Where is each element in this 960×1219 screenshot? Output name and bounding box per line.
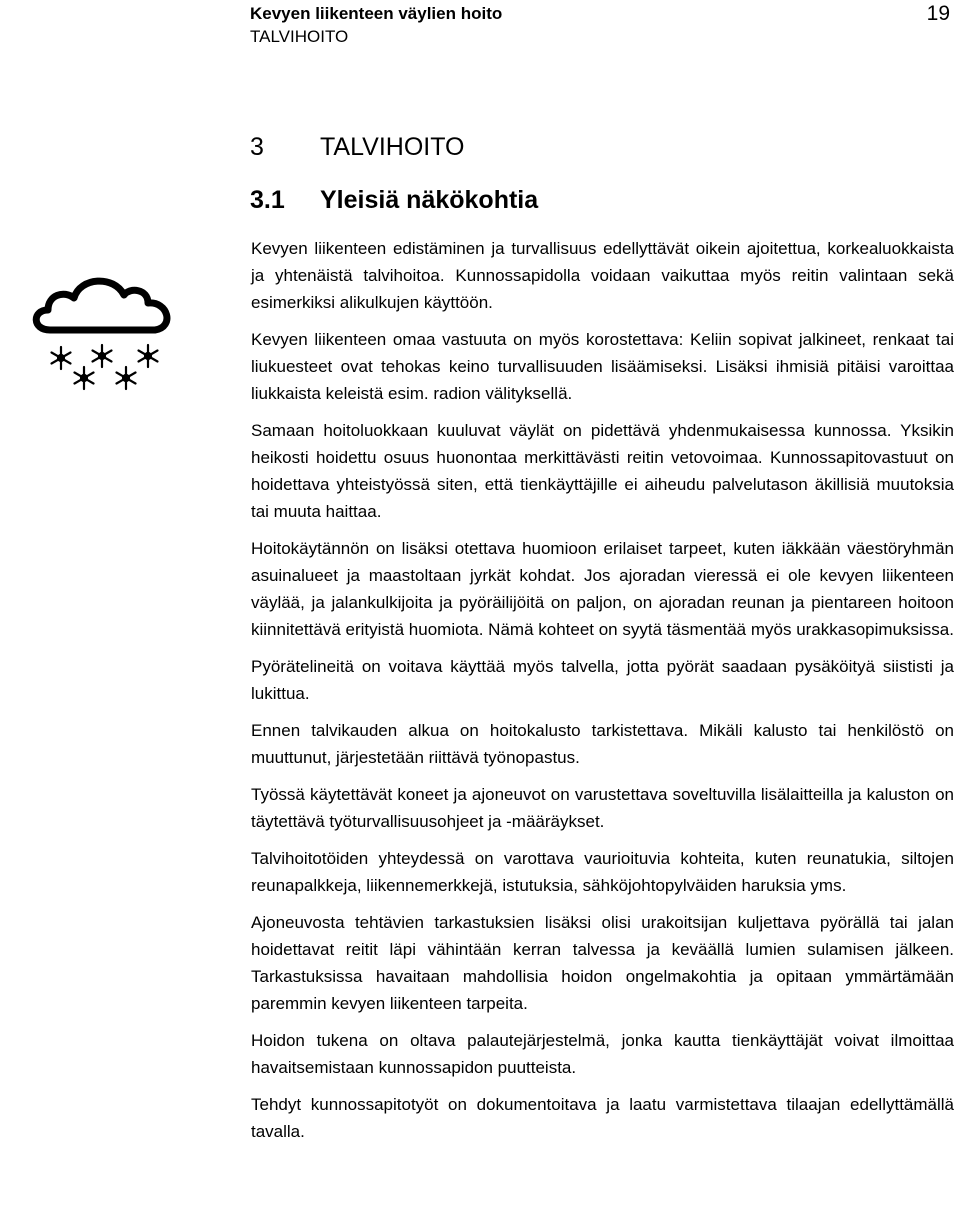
subsection-number: 3.1 [250,186,285,214]
paragraph: Hoidon tukena on oltava palautejärjestelmä, jonka kautta tienkäyttäjät voivat ilmoittaa havaitsemistaan kunnossapidon puutteista. [251,1031,954,1077]
chapter-name: TALVIHOITO [250,27,349,46]
snowfall-icon [30,265,180,400]
page-number: 19 [926,2,950,25]
paragraph: Pyörätelineitä on voitava käyttää myös talvella, jotta pyörät saadaan pysäköityä siististi ja lukittua. [251,657,954,703]
paragraph: Samaan hoitoluokkaan kuuluvat väylät on pidettävä yhdenmukaisessa kunnossa. Yksikin heikosti hoidettu osuus huonontaa merkittävästi reitin vetovoimaa. Kunnossapitovastuut on hoidettava yhteistyössä siten, että tienkäyttäjille ei aiheudu palvelutason äkillisiä muutoksia tai muuta haittaa. [251,421,954,521]
running-header [250,2,502,48]
paragraph: Työssä käytettävät koneet ja ajoneuvot on varustettava soveltuvilla lisälaitteilla ja kaluston on täytettävä työturvallisuusohjeet ja -määräykset. [251,785,954,831]
subsection-title: Yleisiä näkökohtia [320,186,539,214]
section-heading [250,132,464,162]
body-text [251,235,954,1155]
paragraph: Tehdyt kunnossapitotyöt on dokumentoitava ja laatu varmistettava tilaajan edellyttämällä tavalla. [251,1095,954,1141]
paragraph: Hoitokäytännön on lisäksi otettava huomioon erilaiset tarpeet, kuten iäkkään väestöryhmän asuinalueet ja maastoltaan jyrkät kohdat. Jos ajoradan vieressä ei ole kevyen liikenteen väylää, ja jalankulkijoita ja pyöräilijöitä on paljon, on ajoradan reunan ja pientareen hoitoon kiinnitettävä erityistä huomiota. Nämä kohteet on syytä täsmentää myös urakkasopimuksissa. [251,539,954,639]
paragraph: Talvihoitotöiden yhteydessä on varottava vaurioituvia kohteita, kuten reunatukia, siltojen reunapalkkeja, liikennemerkkejä, istutuksia, sähköjohtopylväiden haruksia yms. [251,849,954,895]
section-title: TALVIHOITO [320,133,465,161]
document-title: Kevyen liikenteen väylien hoito [250,4,503,23]
paragraph: Ajoneuvosta tehtävien tarkastuksien lisäksi olisi urakoitsijan kuljettava pyörällä tai jalan hoidettavat reitit läpi vähintään kerran talvessa ja keväällä lumien sulamisen jälkeen. Tarkastuksissa havaitaan mahdollisia hoidon ongelmakohtia ja opitaan ymmärtämään paremmin kevyen liikenteen tarpeita. [251,913,954,1013]
section-number: 3 [250,133,264,161]
paragraph: Kevyen liikenteen edistäminen ja turvallisuus edellyttävät oikein ajoitettua, korkealuokkaista ja yhtenäistä talvihoitoa. Kunnossapidolla voidaan vaikuttaa myös reitin valintaan sekä esimerkiksi alikulkujen käyttöön. [251,239,954,312]
paragraph: Kevyen liikenteen omaa vastuuta on myös korostettava: Keliin sopivat jalkineet, renkaat tai liukuesteet ovat tehokas keino turvallisuuden lisäämiseksi. Lisäksi ihmisiä pitäisi varoittaa liukkaista keleistä esim. radion välityksellä. [251,330,954,403]
paragraph: Ennen talvikauden alkua on hoitokalusto tarkistettava. Mikäli kalusto tai henkilöstö on muuttunut, järjestetään riittävä työnopastus. [251,721,954,767]
subsection-heading [250,185,538,215]
